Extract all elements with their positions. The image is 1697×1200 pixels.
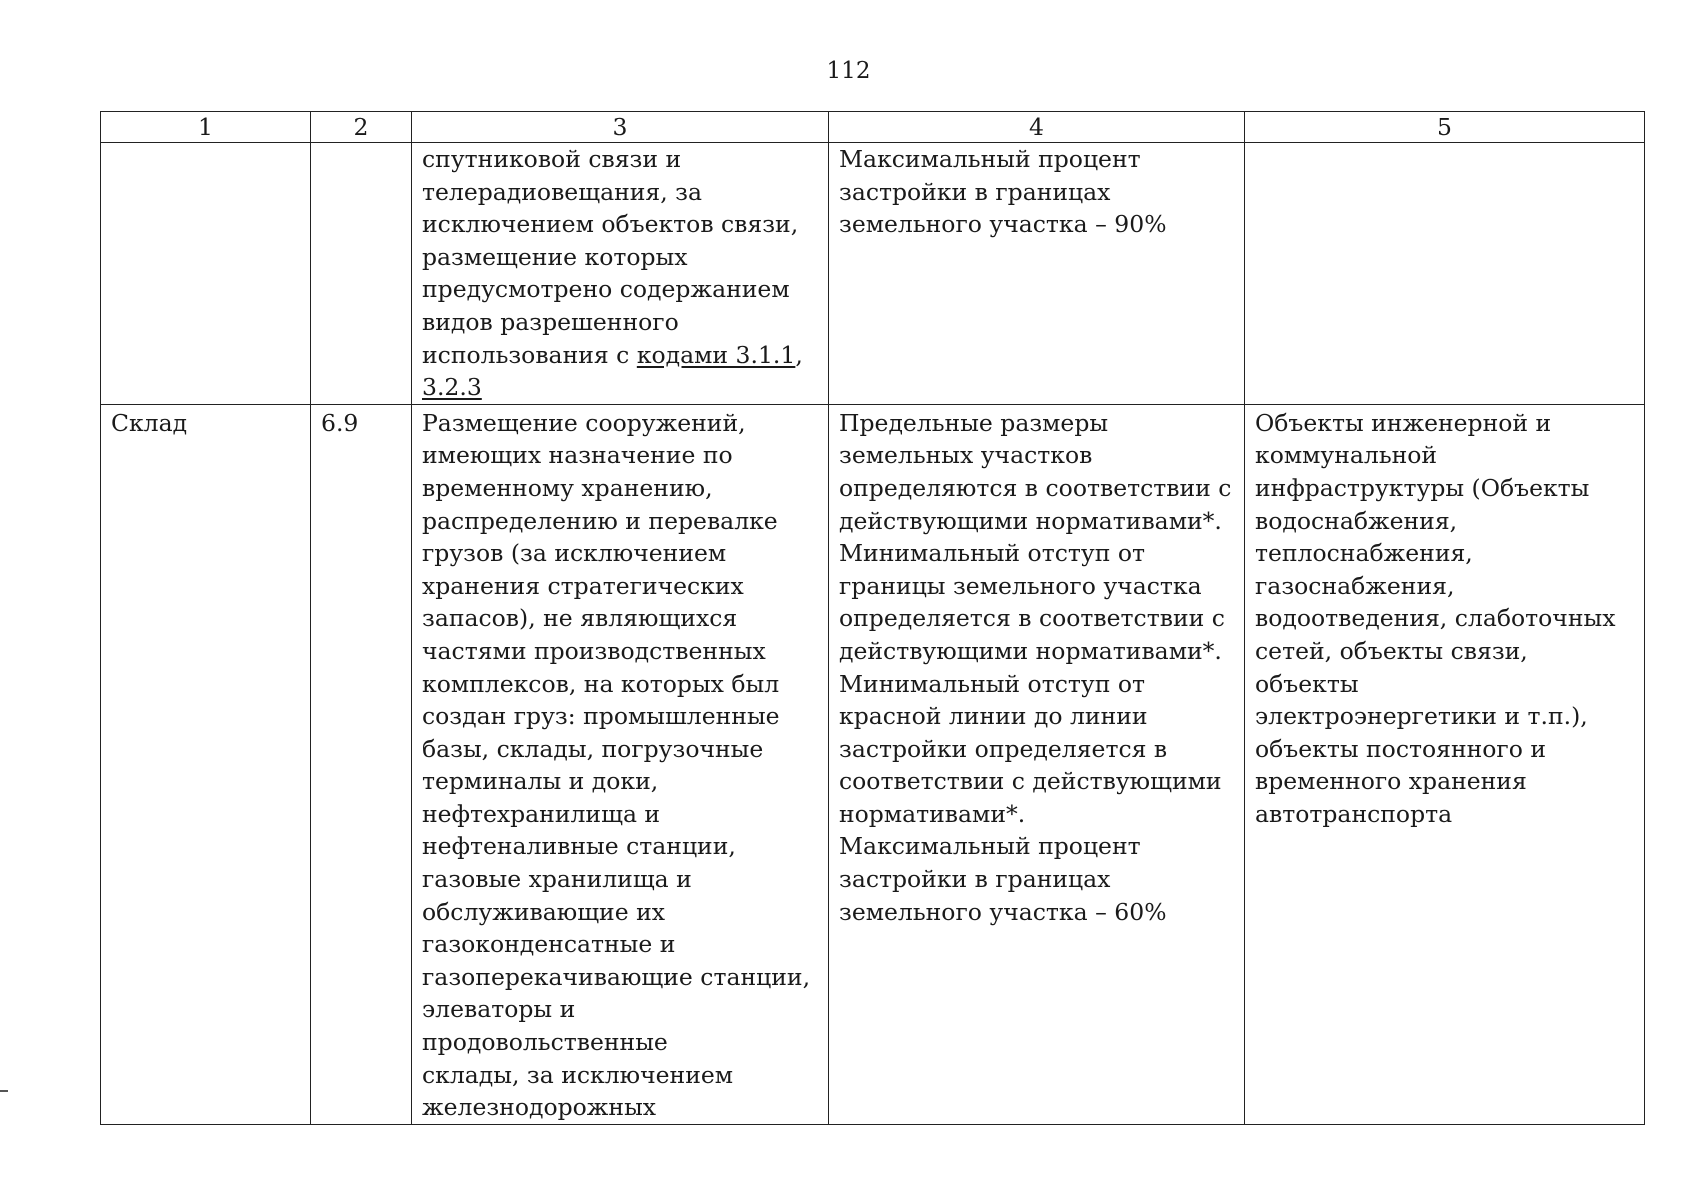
cell-use-description: Размещение сооружений, имеющих назначение по временному хранению, распределению и перевалке грузов (за исключением хранения стратегических запасов), не являющихся частями производственных комплексов, на которых был создан груз: промышленные базы, склады, погрузочные терминалы и доки, нефтехранилища и нефтеналивные станции, газовые хранилища и обслуживающие их газоконденсатные и газоперекачивающие станции, элеваторы и продовольственные склады, за исключением железнодорожных	[412, 404, 829, 1124]
page-number: 112	[826, 58, 871, 84]
table-row-continuation	[101, 143, 1645, 405]
codes-link-3-2-3[interactable]: 3.2.3	[422, 373, 482, 402]
column-header-4: 4	[829, 112, 1245, 143]
column-header-2: 2	[311, 112, 412, 143]
cell-use-code	[311, 143, 412, 405]
table-row-warehouse	[101, 404, 1645, 1124]
cell-parameters: Предельные размеры земельных участков определяются в соответствии с действующими нормативами*. Минимальный отступ от границы земельного участка определяется в соответствии с действующими нормативами*. Минимальный отступ от красной линии до линии застройки определяется в соответствии с действующими нормативами*. Максимальный процент застройки в границах земельного участка – 60%	[829, 404, 1245, 1124]
codes-link-3-1-1[interactable]: кодами 3.1.1	[636, 340, 796, 369]
column-header-3: 3	[412, 112, 829, 143]
column-header-1: 1	[101, 112, 311, 143]
cell-use-code: 6.9	[311, 404, 412, 1124]
cell-auxiliary-uses	[1245, 143, 1645, 405]
cell-parameters: Максимальный процент застройки в границах земельного участка – 90%	[829, 143, 1245, 405]
cell-use-description: спутниковой связи и телерадиовещания, за исключением объектов связи, размещение которых предусмотрено содержанием видов разрешенного использования с кодами 3.1.1, 3.2.3	[412, 143, 829, 405]
scan-edge-mark	[0, 1090, 8, 1092]
table-header-row	[101, 112, 1645, 143]
cell-use-name: Склад	[101, 404, 311, 1124]
cell-auxiliary-uses: Объекты инженерной и коммунальной инфраструктуры (Объекты водоснабжения, теплоснабжения, газоснабжения, водоотведения, слаботочных сетей, объекты связи, объекты электроэнергетики и т.п.), объекты постоянного и временного хранения автотранспорта	[1245, 404, 1645, 1124]
regulations-table	[100, 111, 1645, 1125]
column-header-5: 5	[1245, 112, 1645, 143]
cell-use-name	[101, 143, 311, 405]
